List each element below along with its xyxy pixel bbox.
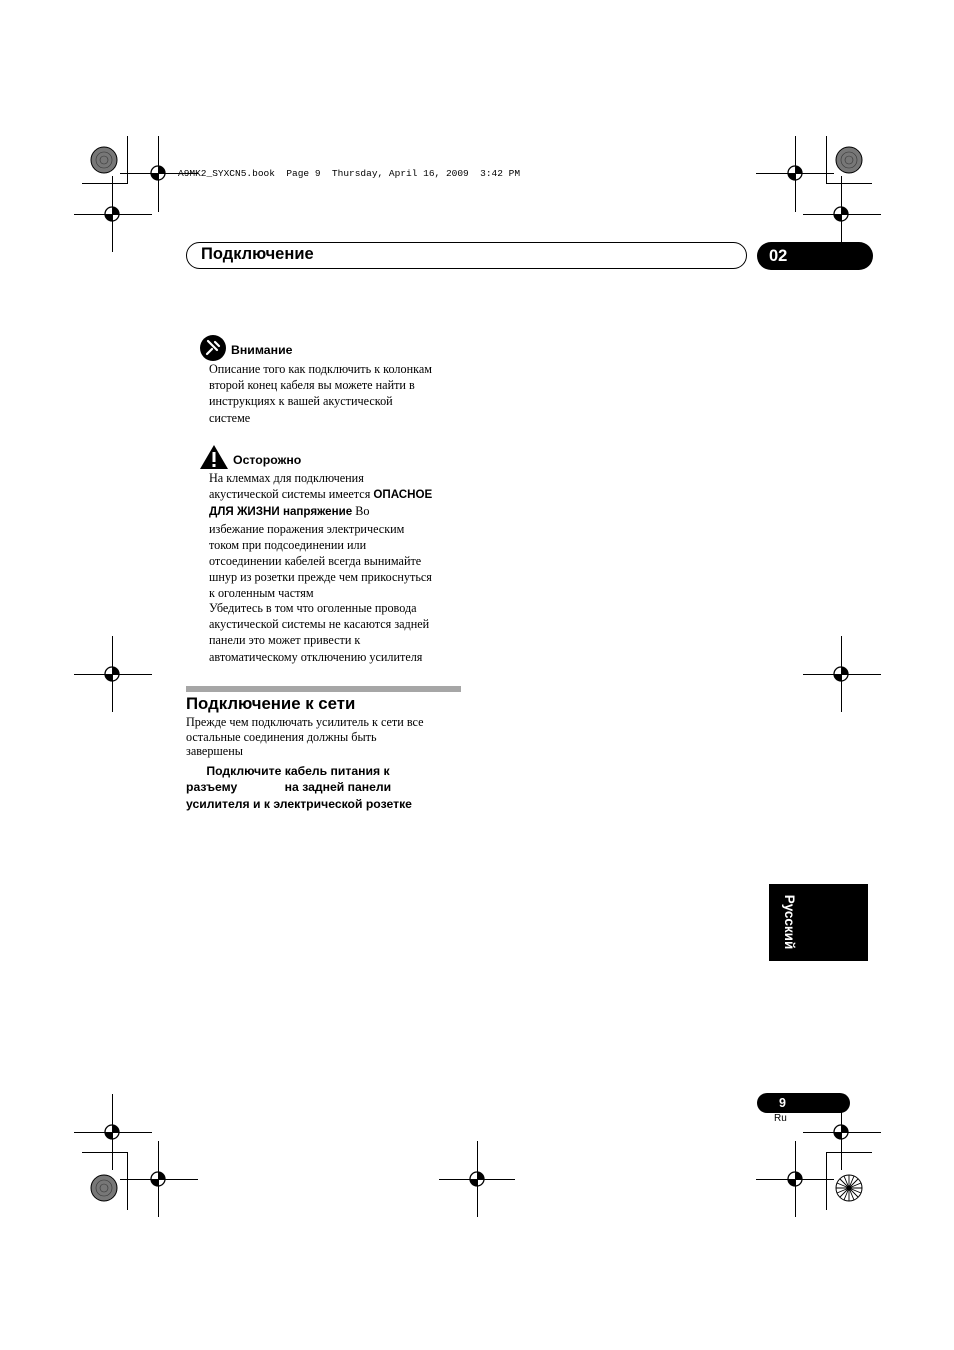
step-instruction: [186, 763, 412, 812]
caution-text-2: [209, 600, 429, 665]
danger-emphasis: ОПАСНОЕ: [373, 488, 433, 502]
step-line: Подключите кабель питания к: [186, 764, 390, 778]
intro-line: остальные соединения должны быть: [186, 729, 377, 744]
danger-emphasis: ДЛЯ ЖИЗНИ напряжение: [209, 505, 353, 519]
note-icon: [199, 334, 227, 362]
caution-line: Во: [352, 504, 370, 519]
caution-line: акустической системы не касаются задней: [209, 617, 430, 632]
section-divider: [186, 686, 461, 692]
chapter-number: 02: [757, 242, 873, 270]
caution-line: панели это может привести к: [209, 633, 361, 648]
intro-line: Прежде чем подключать усилитель к сети все: [186, 715, 424, 729]
intro-line: завершены: [186, 744, 243, 758]
section-title: Подключение к сети: [186, 694, 356, 713]
caution-line: автоматическому отключению усилителя: [209, 649, 423, 664]
note-label: Внимание: [231, 343, 293, 357]
caution-label: Осторожно: [233, 453, 302, 467]
caution-line: акустической системы имеется: [209, 487, 374, 502]
page-title: Подключение: [201, 245, 314, 263]
caution-line: избежание поражения электрическим: [209, 521, 405, 536]
warning-icon: [199, 444, 229, 470]
caution-line: к оголенным частям: [209, 586, 314, 601]
section-intro: [186, 715, 423, 759]
caution-line: током при подсоединении или: [209, 537, 367, 552]
caution-line: На клеммах для подключения: [209, 471, 364, 485]
page-number: 9: [757, 1093, 850, 1113]
caution-line: отсоединении кабелей всегда вынимайте: [209, 554, 422, 569]
note-line: системе: [209, 410, 251, 425]
print-info: A9MK2_SYXCN5.book Page 9 Thursday, April 16, 2009 3:42 PM: [178, 168, 521, 179]
note-text: [209, 361, 432, 426]
step-line: разъему на задней панели: [186, 780, 392, 795]
step-line: усилителя и к электрической розетке: [186, 796, 412, 811]
note-line: Описание того как подключить к колонкам: [209, 362, 432, 376]
note-line: второй конец кабеля вы можете найти в: [209, 378, 415, 393]
language-label: Русский: [782, 894, 797, 950]
caution-line: Убедитесь в том что оголенные провода: [209, 601, 417, 615]
note-line: инструкциях к вашей акустической: [209, 394, 393, 409]
caution-line: шнур из розетки прежде чем прикоснуться: [209, 570, 432, 585]
caution-text: [209, 470, 432, 602]
page-lang-code: Ru: [774, 1113, 787, 1124]
